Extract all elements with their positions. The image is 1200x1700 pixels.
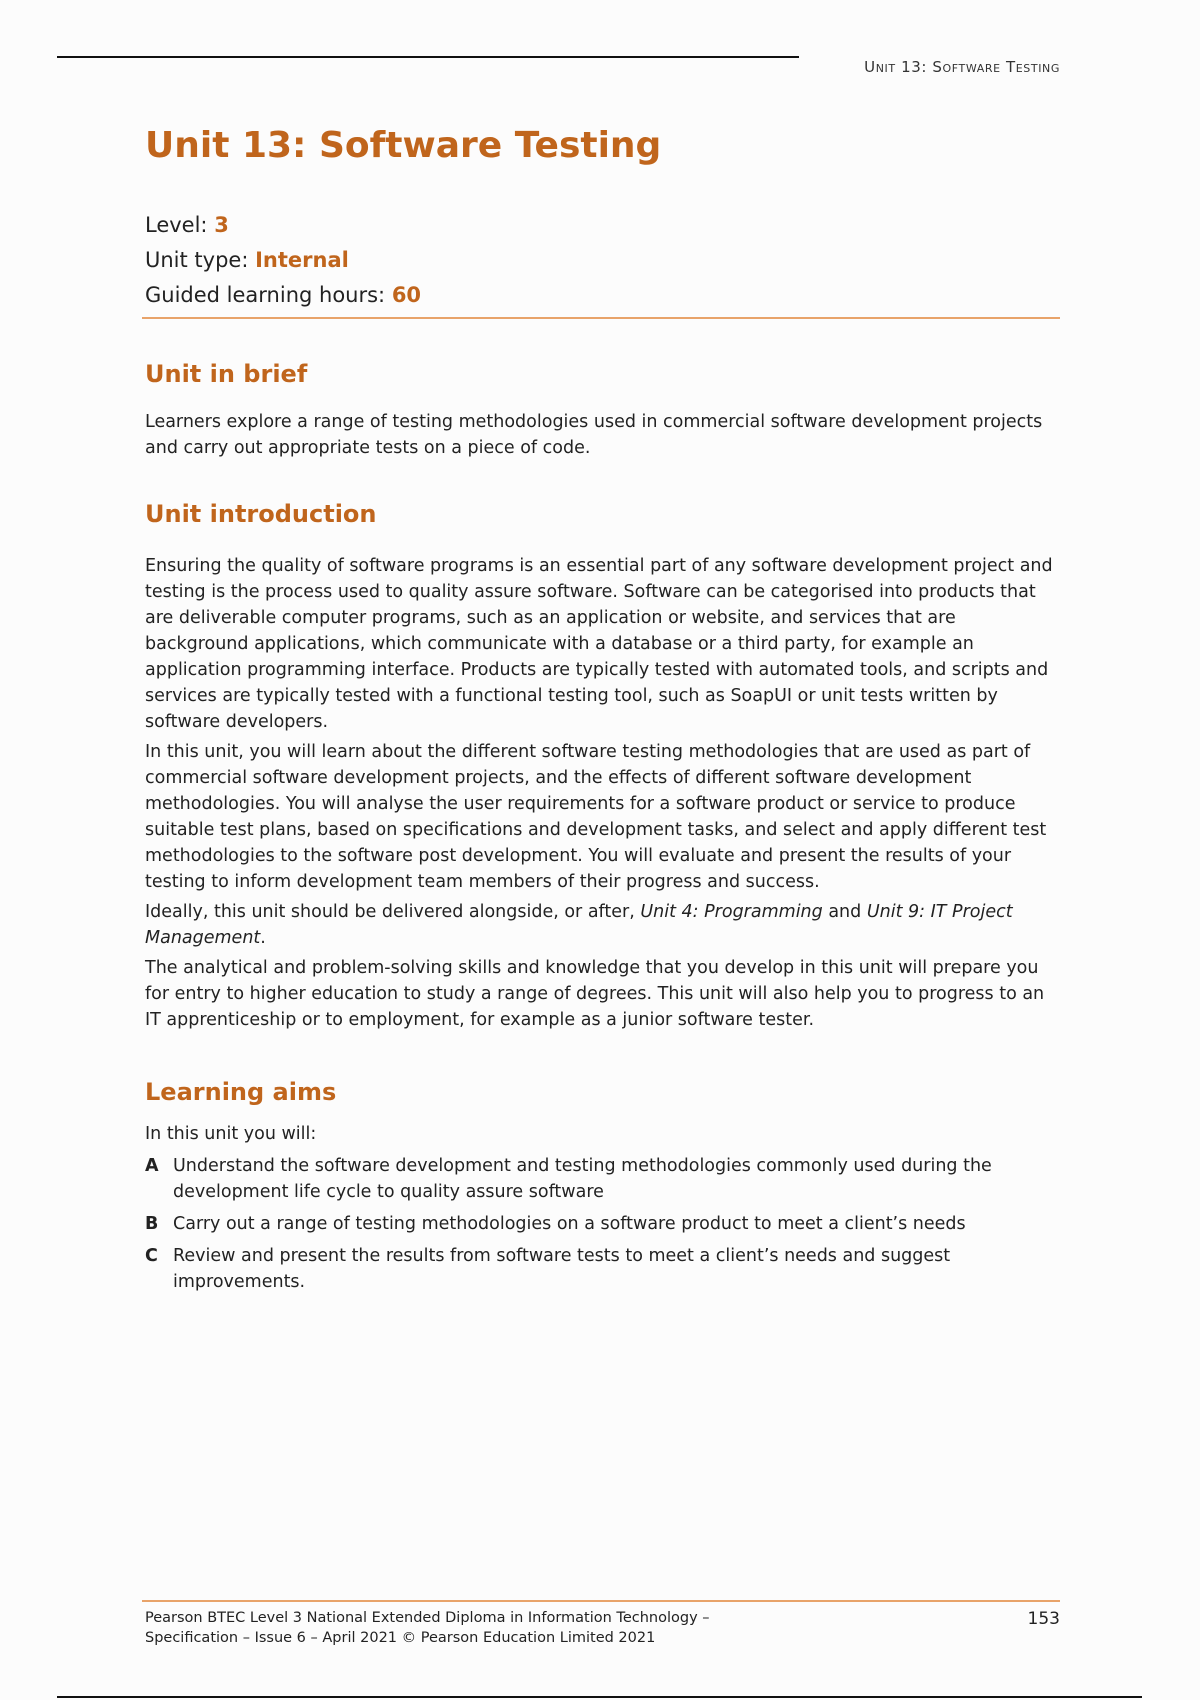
unit-9-reference: Unit 9: IT Project Management	[145, 902, 1013, 948]
intro-p3-mid: and	[822, 902, 867, 922]
unit-title: Unit 13: Software Testing	[145, 125, 662, 166]
unit-4-reference: Unit 4: Programming	[640, 902, 823, 922]
footer-rule	[142, 1600, 1060, 1602]
unit-introduction-heading: Unit introduction	[145, 500, 377, 528]
unit-type-row	[145, 243, 1060, 278]
intro-paragraph-4: The analytical and problem-solving skills and knowledge that you develop in this unit will prepare you for entry to higher education to study a range of degrees. This unit will also help you to progress to an IT apprenticeship or to employment, for example as a junior software tester.	[145, 958, 1045, 1030]
aim-text: Review and present the results from software tests to meet a client’s needs and suggest improvements.	[173, 1246, 951, 1292]
aim-letter: A	[145, 1156, 159, 1176]
intro-paragraph-3	[145, 899, 1060, 951]
level-value: 3	[214, 213, 229, 237]
page-number: 153	[1027, 1609, 1060, 1629]
aim-letter: B	[145, 1214, 159, 1234]
header-rule	[57, 56, 799, 58]
unit-in-brief-text: Learners explore a range of testing methodologies used in commercial software development projects and carry out appropriate tests on a piece of code.	[145, 412, 1043, 458]
running-header: Unit 13: Software Testing	[864, 58, 1060, 76]
unit-type-label: Unit type:	[145, 248, 256, 272]
footer-line-1: Pearson BTEC Level 3 National Extended Diploma in Information Technology –	[145, 1610, 710, 1626]
meta-divider	[142, 317, 1060, 319]
unit-in-brief-heading: Unit in brief	[145, 360, 308, 388]
level-row	[145, 208, 1060, 243]
level-label: Level:	[145, 213, 215, 237]
hours-label: Guided learning hours:	[145, 283, 392, 307]
hours-row	[145, 278, 1060, 313]
unit-meta	[145, 208, 1060, 313]
main-content	[145, 120, 1060, 1295]
intro-p3-end: .	[260, 928, 266, 948]
intro-p3-start: Ideally, this unit should be delivered alongside, or after,	[145, 902, 641, 922]
unit-type-value: Internal	[255, 248, 349, 272]
learning-aim-c	[145, 1243, 1060, 1295]
learning-aim-a	[145, 1153, 1060, 1205]
learning-aim-b	[145, 1211, 1060, 1237]
hours-value: 60	[391, 283, 422, 307]
aim-text: Understand the software development and testing methodologies commonly used during the development life cycle to quality assure software	[173, 1156, 992, 1202]
learning-aims-heading: Learning aims	[145, 1078, 337, 1106]
aim-letter: C	[145, 1246, 158, 1266]
aim-text: Carry out a range of testing methodologies on a software product to meet a client’s needs	[173, 1214, 966, 1234]
intro-paragraph-1: Ensuring the quality of software programs is an essential part of any software development project and testing is the process used to quality assure software. Software can be categorised into products that are deliverable computer programs, such as an application or website, and services that are background applications, which communicate with a database or a third party, for example an application programming interface. Products are typically tested with automated tools, and scripts and services are typically tested with a functional testing tool, such as SoapUI or unit tests written by software developers.	[145, 556, 1053, 732]
learning-aims-intro: In this unit you will:	[145, 1124, 317, 1144]
footer-line-2: Specification – Issue 6 – April 2021 © Pearson Education Limited 2021	[145, 1630, 656, 1646]
footer-citation	[145, 1608, 845, 1648]
intro-paragraph-2: In this unit, you will learn about the different software testing methodologies that are used as part of commercial software development projects, and the effects of different software development methodologies. You will analyse the user requirements for a software product or service to produce suitable test plans, based on specifications and development tasks, and select and apply different test methodologies to the software post development. You will evaluate and present the results of your testing to inform development team members of their progress and success.	[145, 742, 1047, 892]
bottom-rule	[57, 1696, 1142, 1698]
